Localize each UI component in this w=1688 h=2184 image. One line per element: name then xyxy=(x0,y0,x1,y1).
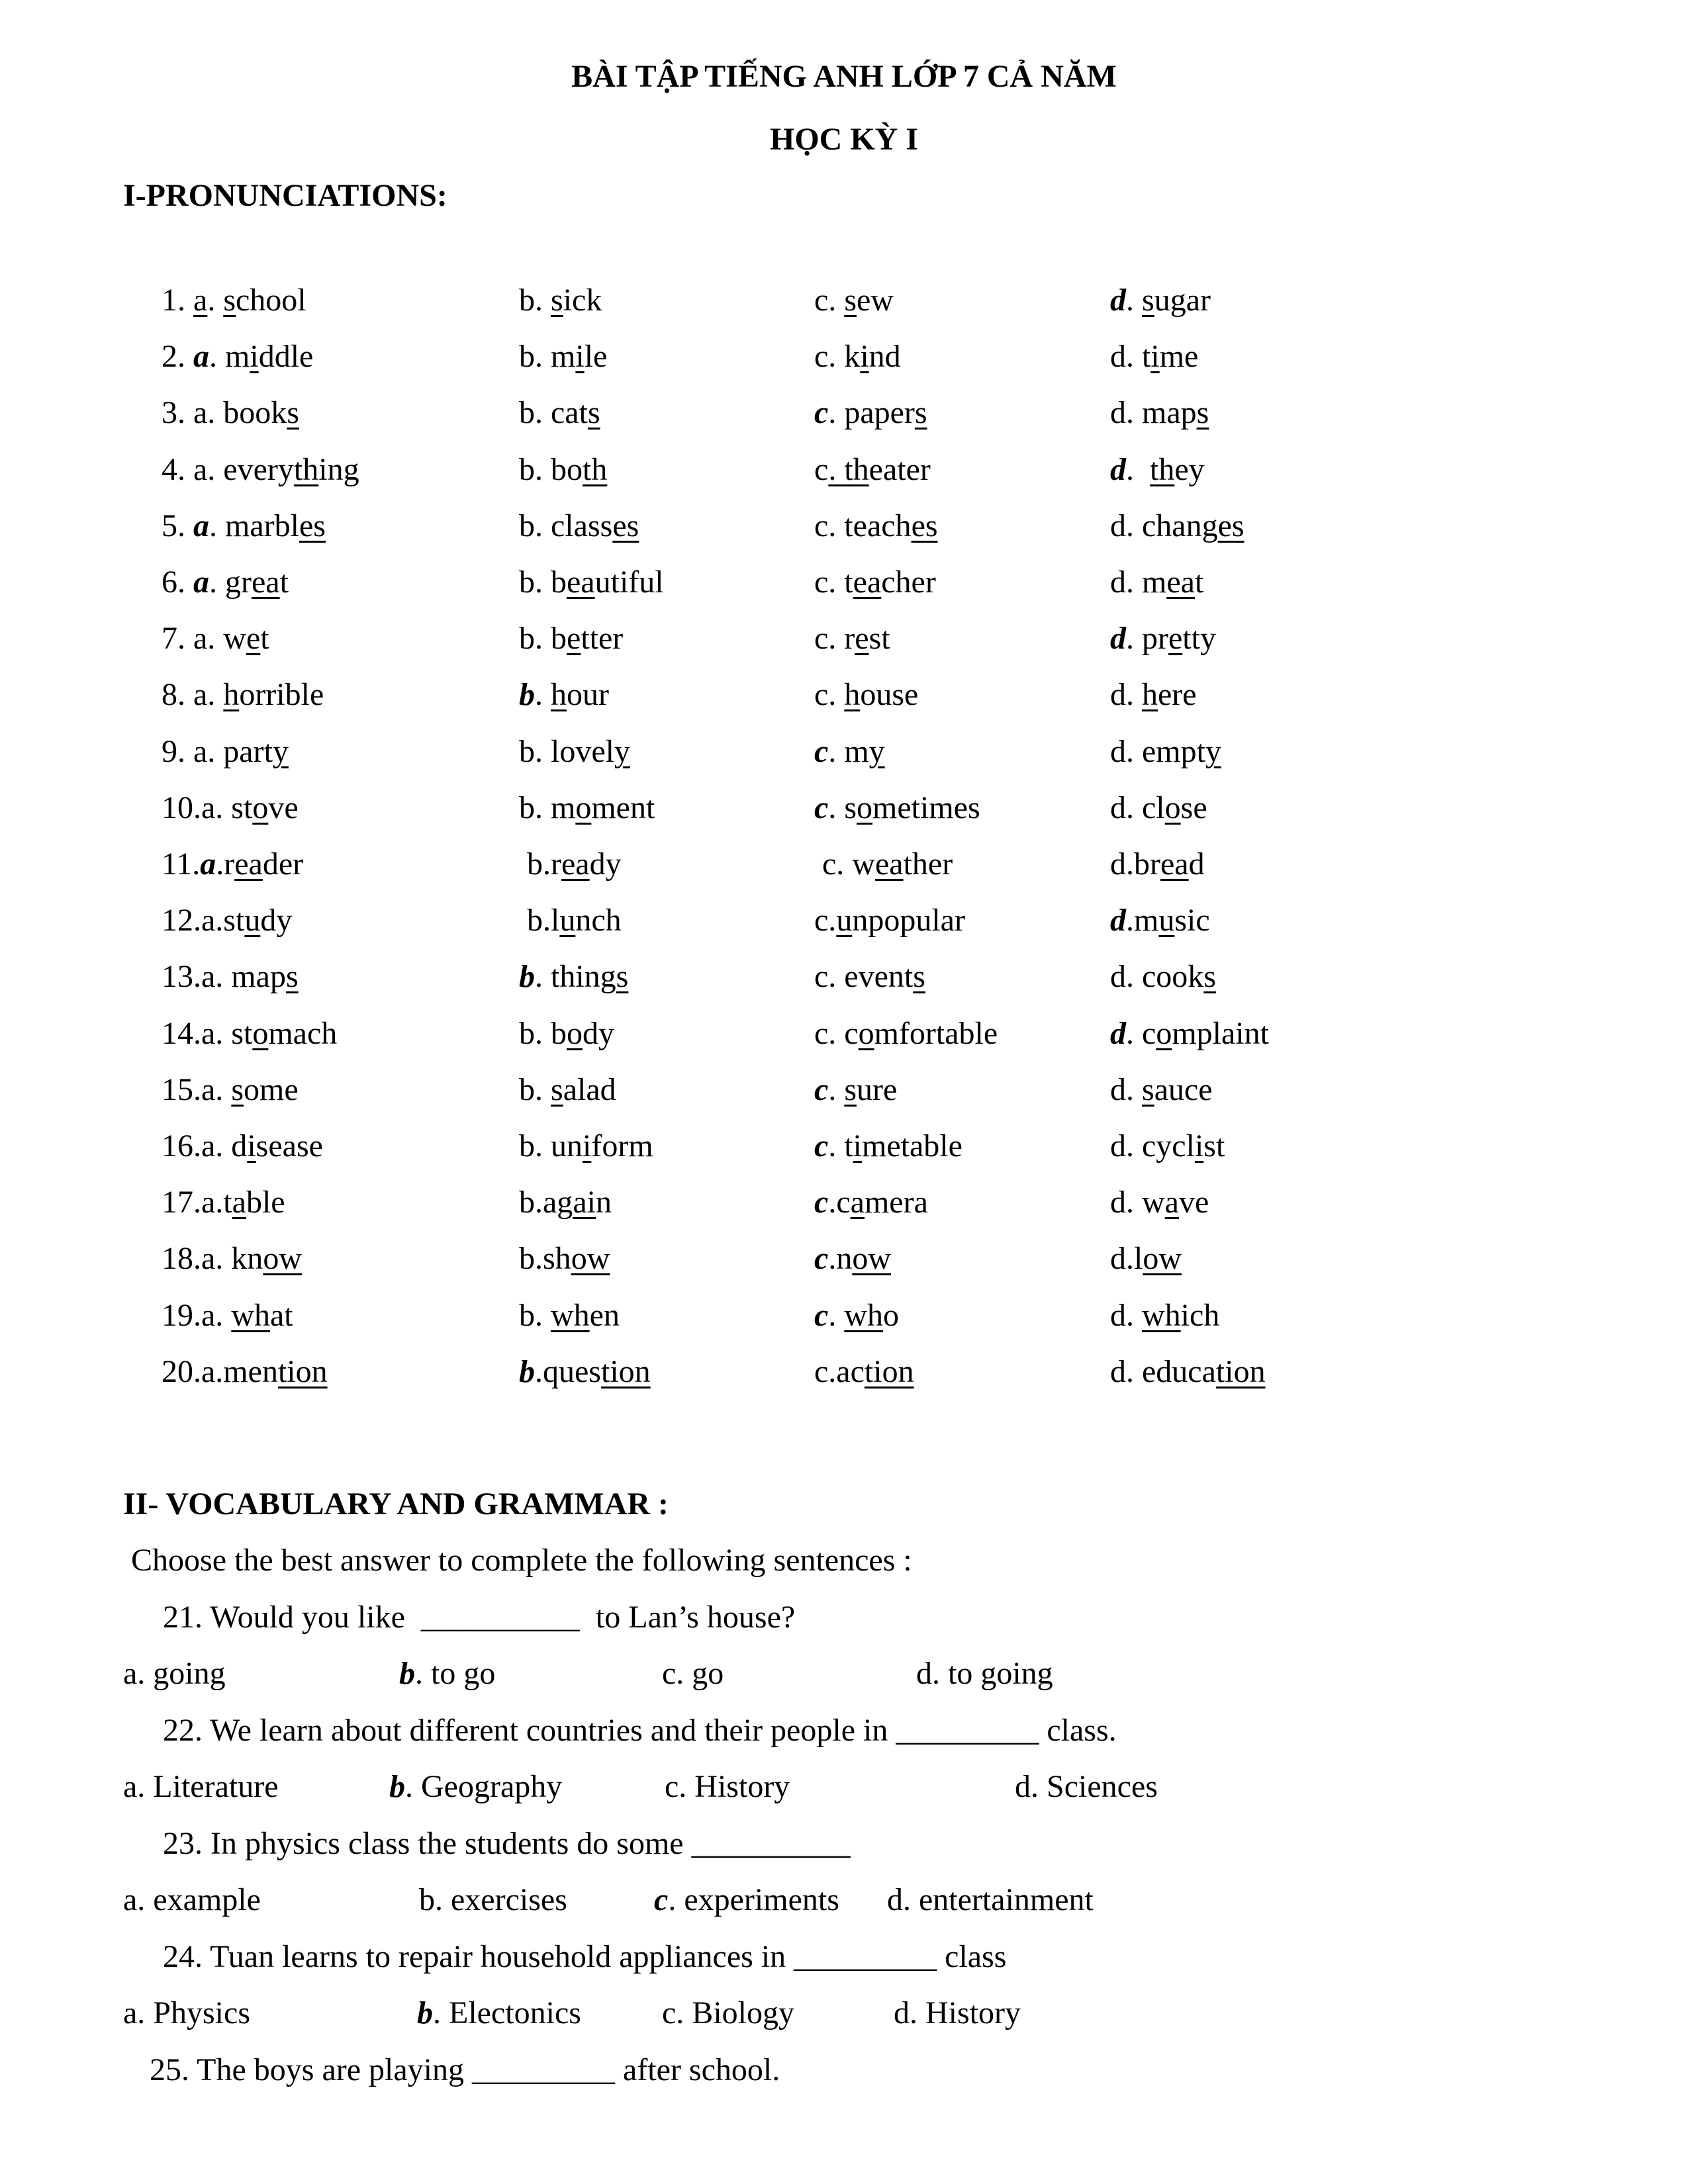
answer-22b[interactable]: b. Geography xyxy=(389,1769,563,1804)
option-14c[interactable]: c. comfortable xyxy=(814,1015,998,1051)
pronunciation-row-9 xyxy=(0,733,1688,780)
instruction-text: Choose the best answer to complete the following sentences : xyxy=(123,1543,912,1578)
option-8c[interactable]: c. house xyxy=(814,677,919,713)
option-4d[interactable]: d. they xyxy=(1110,451,1205,487)
answer-24b[interactable]: b. Electonics xyxy=(417,1995,581,2030)
option-11a[interactable]: 11.a.reader xyxy=(162,846,304,882)
option-3a[interactable]: 3. a. books xyxy=(162,395,299,431)
option-10b[interactable]: b. moment xyxy=(519,790,655,825)
option-14b[interactable]: b. body xyxy=(519,1015,614,1051)
question-23: 23. In physics class the students do some __________ xyxy=(163,1826,851,1861)
option-7c[interactable]: c. rest xyxy=(814,621,890,657)
document-subtitle: HỌC KỲ I xyxy=(769,122,918,157)
option-3d[interactable]: d. maps xyxy=(1110,395,1209,431)
option-2d[interactable]: d. time xyxy=(1110,339,1199,375)
option-17a[interactable]: 17.a.table xyxy=(162,1185,285,1220)
option-18d[interactable]: d.low xyxy=(1110,1241,1182,1277)
pronunciation-row-20 xyxy=(0,1353,1688,1400)
answer-24a[interactable]: a. Physics xyxy=(123,1995,250,2030)
answer-24c[interactable]: c. Biology xyxy=(662,1995,794,2030)
option-11b[interactable]: b.ready xyxy=(519,846,622,882)
option-16c[interactable]: c. timetable xyxy=(814,1128,962,1163)
answer-21b[interactable]: b. to go xyxy=(399,1656,496,1691)
option-13d[interactable]: d. cooks xyxy=(1110,959,1216,995)
section-heading-pronunciations: I-PRONUNCIATIONS: xyxy=(123,178,447,213)
option-6b[interactable]: b. beautiful xyxy=(519,565,664,600)
pronunciation-row-4 xyxy=(0,451,1688,498)
pronunciation-row-13 xyxy=(0,958,1688,1005)
option-17d[interactable]: d. wave xyxy=(1110,1185,1209,1220)
pronunciation-row-5 xyxy=(0,508,1688,554)
section-heading-vocabulary: II- VOCABULARY AND GRAMMAR : xyxy=(123,1486,669,1522)
option-8a[interactable]: 8. a. horrible xyxy=(162,677,324,713)
option-19b[interactable]: b. when xyxy=(519,1297,620,1333)
option-2a[interactable]: 2. a. middle xyxy=(162,339,314,375)
option-7b[interactable]: b. better xyxy=(519,621,624,657)
option-16d[interactable]: d. cyclist xyxy=(1110,1128,1225,1163)
option-16b[interactable]: b. uniform xyxy=(519,1128,653,1163)
option-8d[interactable]: d. here xyxy=(1110,677,1197,713)
option-19d[interactable]: d. which xyxy=(1110,1297,1220,1333)
question-24: 24. Tuan learns to repair household appliances in _________ class xyxy=(163,1939,1007,1974)
option-7a[interactable]: 7. a. wet xyxy=(162,621,269,657)
question-22: 22. We learn about different countries and their people in _________ class. xyxy=(163,1713,1117,1748)
option-12d[interactable]: d.music xyxy=(1110,903,1210,938)
pronunciation-row-7 xyxy=(0,620,1688,666)
option-16a[interactable]: 16.a. disease xyxy=(162,1128,323,1163)
option-1d[interactable]: d. sugar xyxy=(1110,283,1211,318)
document-title: BÀI TẬP TIẾNG ANH LỚP 7 CẢ NĂM xyxy=(571,59,1117,94)
option-1a[interactable]: 1. a. school xyxy=(162,283,306,318)
option-10d[interactable]: d. close xyxy=(1110,790,1207,825)
answer-23d[interactable]: d. entertainment xyxy=(887,1882,1094,1917)
option-19a[interactable]: 19.a. what xyxy=(162,1297,293,1333)
option-1c[interactable]: c. sew xyxy=(814,283,894,318)
option-15d[interactable]: d. sauce xyxy=(1110,1071,1213,1107)
option-6a[interactable]: 6. a. great xyxy=(162,565,289,600)
option-12c[interactable]: c.unpopular xyxy=(814,903,965,938)
option-15b[interactable]: b. salad xyxy=(519,1071,616,1107)
answer-22c[interactable]: c. History xyxy=(665,1769,790,1804)
option-12a[interactable]: 12.a.study xyxy=(162,903,293,938)
option-13c[interactable]: c. events xyxy=(814,959,925,995)
option-15c[interactable]: c. sure xyxy=(814,1071,898,1107)
option-15a[interactable]: 15.a. some xyxy=(162,1071,299,1107)
option-20a[interactable]: 20.a.mention xyxy=(162,1353,328,1389)
option-5c[interactable]: c. teaches xyxy=(814,508,938,543)
pronunciation-row-14 xyxy=(0,1015,1688,1062)
option-2c[interactable]: c. kind xyxy=(814,339,901,375)
pronunciation-row-3 xyxy=(0,394,1688,441)
option-5d[interactable]: d. changes xyxy=(1110,508,1244,543)
option-5b[interactable]: b. classes xyxy=(519,508,639,543)
option-1b[interactable]: b. sick xyxy=(519,283,602,318)
option-3c[interactable]: c. papers xyxy=(814,395,927,431)
option-17c[interactable]: c.camera xyxy=(814,1185,928,1220)
question-21: 21. Would you like __________ to Lan’s house? xyxy=(163,1600,796,1635)
pronunciation-row-11 xyxy=(0,846,1688,892)
answer-23c[interactable]: c. experiments xyxy=(654,1882,839,1917)
pronunciation-row-17 xyxy=(0,1184,1688,1230)
pronunciation-row-10 xyxy=(0,790,1688,836)
answer-22a[interactable]: a. Literature xyxy=(123,1769,279,1804)
pronunciation-row-19 xyxy=(0,1297,1688,1343)
option-11c[interactable]: c. weather xyxy=(814,846,953,882)
option-4c[interactable]: c. theater xyxy=(814,451,931,487)
option-18a[interactable]: 18.a. know xyxy=(162,1241,302,1277)
option-18c[interactable]: c.now xyxy=(814,1241,891,1277)
pronunciation-row-12 xyxy=(0,902,1688,948)
option-10c[interactable]: c. sometimes xyxy=(814,790,980,825)
answer-24d[interactable]: d. History xyxy=(894,1995,1021,2030)
option-8b[interactable]: b. hour xyxy=(519,677,609,713)
option-20d[interactable]: d. education xyxy=(1110,1353,1266,1389)
option-7d[interactable]: d. pretty xyxy=(1110,621,1216,657)
pronunciation-row-18 xyxy=(0,1240,1688,1287)
option-20b[interactable]: b.question xyxy=(519,1353,651,1389)
option-9a[interactable]: 9. a. party xyxy=(162,733,289,769)
answer-23a[interactable]: a. example xyxy=(123,1882,261,1917)
pronunciation-row-8 xyxy=(0,676,1688,723)
option-12b[interactable]: b.lunch xyxy=(519,903,622,938)
option-19c[interactable]: c. who xyxy=(814,1297,899,1333)
option-5a[interactable]: 5. a. marbles xyxy=(162,508,326,543)
option-9d[interactable]: d. empty xyxy=(1110,733,1221,769)
option-3b[interactable]: b. cats xyxy=(519,395,600,431)
option-10a[interactable]: 10.a. stove xyxy=(162,790,299,825)
option-20c[interactable]: c.action xyxy=(814,1353,914,1389)
option-9b[interactable]: b. lovely xyxy=(519,733,630,769)
option-9c[interactable]: c. my xyxy=(814,733,885,769)
option-14d[interactable]: d. complaint xyxy=(1110,1015,1269,1051)
option-4a[interactable]: 4. a. everything xyxy=(162,451,359,487)
option-17b[interactable]: b.again xyxy=(519,1185,612,1220)
answer-22d[interactable]: d. Sciences xyxy=(1015,1769,1158,1804)
option-11d[interactable]: d.bread xyxy=(1110,846,1205,882)
option-13b[interactable]: b. things xyxy=(519,959,629,995)
option-18b[interactable]: b.show xyxy=(519,1241,610,1277)
option-2b[interactable]: b. mile xyxy=(519,339,608,375)
question-25: 25. The boys are playing _________ after school. xyxy=(150,2052,780,2087)
answer-21d[interactable]: d. to going xyxy=(916,1656,1053,1691)
answer-21c[interactable]: c. go xyxy=(662,1656,724,1691)
option-6c[interactable]: c. teacher xyxy=(814,565,936,600)
pronunciation-row-2 xyxy=(0,338,1688,385)
option-4b[interactable]: b. both xyxy=(519,451,608,487)
answer-23b[interactable]: b. exercises xyxy=(419,1882,567,1917)
option-13a[interactable]: 13.a. maps xyxy=(162,959,299,995)
answer-21a[interactable]: a. going xyxy=(123,1656,226,1691)
pronunciation-row-16 xyxy=(0,1128,1688,1174)
pronunciation-row-6 xyxy=(0,564,1688,610)
option-6d[interactable]: d. meat xyxy=(1110,565,1204,600)
pronunciation-row-15 xyxy=(0,1071,1688,1118)
pronunciation-row-1 xyxy=(0,282,1688,328)
option-14a[interactable]: 14.a. stomach xyxy=(162,1015,338,1051)
